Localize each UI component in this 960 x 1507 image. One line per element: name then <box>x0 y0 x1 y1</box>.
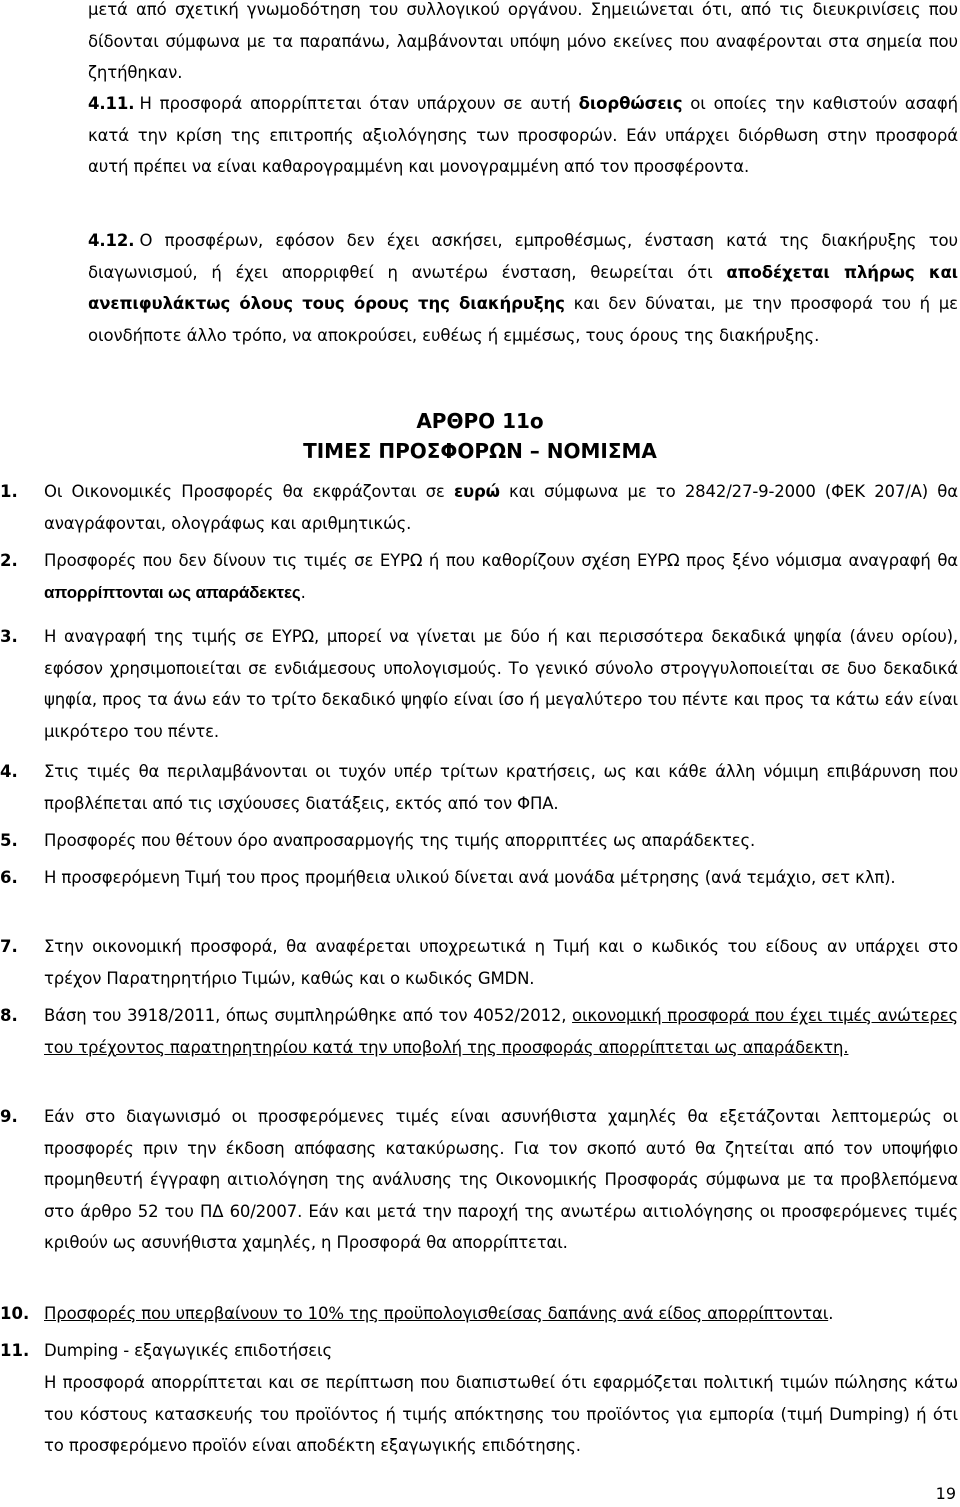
item-text: Προσφορές που υπερβαίνουν το 10% της προϋπολογισθείσας δαπάνης ανά είδος απορρίπτονται. <box>44 1304 834 1323</box>
item-number: 7. <box>0 937 18 956</box>
item-number: 8. <box>0 1006 18 1025</box>
paragraph-number: 4.12. <box>88 231 135 250</box>
item-number: 2. <box>0 551 18 570</box>
item-number: 5. <box>0 831 18 850</box>
bold-term: απορρίπτονται ως απαράδεκτες <box>44 582 301 602</box>
item-text: Η αναγραφή της τιμής σε ΕΥΡΩ, μπορεί να γίνεται με δύο ή και περισσότερα δεκαδικά ψηφία (άνευ ορίου), εφόσον χρησιμοποιείται σε ενδιάμεσους υπολογισμούς. Το γενικό σύνολο στρογγυλοποιείται σε δυο δεκαδικά ψηφία, προς τα άνω εάν το τρίτο δεκαδικό ψηφίο είναι ίσο ή μεγαλύτερο του πέντε και προς τα κάτω εάν είναι μικρότερο του πέντε. <box>44 627 958 741</box>
article-subtitle: ΤΙΜΕΣ ΠΡΟΣΦΟΡΩΝ – ΝΟΜΙΣΜΑ <box>303 439 657 463</box>
item-number: 11. <box>0 1341 30 1360</box>
bold-term: αποδέχεται πλήρως και ανεπιφυλάκτως όλους τους όρους της διακήρυξης <box>88 262 959 313</box>
item-number: 4. <box>0 762 18 781</box>
page-number: 19 <box>935 1484 956 1503</box>
underlined-text: οικονομική προσφορά που έχει τιμές ανώτερες του τρέχοντος παρατηρητηρίου κατά την υποβολή της προσφοράς απορρίπτεται ως απαράδεκτη. <box>44 1006 959 1057</box>
item-text: Στην οικονομική προσφορά, θα αναφέρεται υποχρεωτικά η Τιμή και ο κωδικός του είδους αν υπάρχει στο τρέχον Παρατηρητήριο Τιμών, καθώς και ο κωδικός GMDN. <box>44 937 958 988</box>
item-title: Dumping - εξαγωγικές επιδοτήσεις <box>44 1341 333 1360</box>
underlined-text: Προσφορές που υπερβαίνουν το 10% της προϋπολογισθείσας δαπάνης ανά είδος απορρίπτονται <box>44 1304 829 1323</box>
item-text: Στις τιμές θα περιλαμβάνονται οι τυχόν υπέρ τρίτων κρατήσεις, ως και κάθε άλλη νόμιμη επιβάρυνση που προβλέπεται από τις ισχύουσες διατάξεις, εκτός από τον ΦΠΑ. <box>44 762 958 813</box>
item-text: Η προσφορά απορρίπτεται και σε περίπτωση που διαπιστωθεί ότι εφαρμόζεται πολιτική τιμών πώλησης κάτω του κόστους κατασκευής του προϊόντος ή τιμής απόκτησης του προϊόντος για εμπορία (τιμή Dumping) ή ότι το προσφερόμενο προϊόν είναι αποδέκτη εξαγωγικής επιδότησης. <box>44 1373 958 1455</box>
item-text: Οι Οικονομικές Προσφορές θα εκφράζονται σε ευρώ και σύμφωνα με το 2842/27-9-2000 (ΦΕΚ 207/Α) θα αναγράφονται, ολογράφως και αριθμητικώς. <box>44 482 958 533</box>
item-number: 1. <box>0 482 18 501</box>
paragraph-4-12: 4.12. Ο προσφέρων, εφόσον δεν έχει ασκήσει, εμπροθέσμως, ένσταση κατά της διακήρυξης του διαγωνισμού, ή έχει απορριφθεί η ανωτέρω ένσταση, θεωρείται ότι αποδέχεται πλήρως και ανεπιφυλάκτως όλους τους όρους της διακήρυξης και δεν δύναται, με την προσφορά του ή με οιονδήποτε άλλο τρόπο, να αποκρούσει, ευθέως ή εμμέσως, τους όρους της διακήρυξης. <box>88 231 959 345</box>
item-number: 10. <box>0 1304 30 1323</box>
paragraph-4-11: 4.11. Η προσφορά απορρίπτεται όταν υπάρχουν σε αυτή διορθώσεις οι οποίες την καθιστούν ασαφή κατά την κρίση της επιτροπής αξιολόγησης των προσφορών. Εάν υπάρχει διόρθωση στην προσφορά αυτή πρέπει να είναι καθαρογραμμένη και μονογραμμένη από τον προσφέροντα. <box>88 94 958 176</box>
item-number: 6. <box>0 868 18 887</box>
item-number: 3. <box>0 627 18 646</box>
article-title: ΑΡΘΡΟ 11ο <box>416 409 544 433</box>
bold-term: ευρώ <box>453 482 500 501</box>
bold-term: διορθώσεις <box>578 94 683 113</box>
item-text: Εάν στο διαγωνισμό οι προσφερόμενες τιμές είναι ασυνήθιστα χαμηλές θα εξετάζονται λεπτομερώς οι προσφορές πριν την έκδοση απόφασης κατακύρωσης. Για τον σκοπό αυτό θα ζητείται από τον υποψήφιο προμηθευτή έγγραφη αιτιολόγηση της ανάλυσης της Οικονομικής Προσφοράς σύμφωνα με τα προβλεπόμενα στο άρθρο 52 του ΠΔ 60/2007. Εάν και μετά την παροχή της ανωτέρω αιτιολόγησης οι προσφερόμενες τιμές κριθούν ως ασυνήθιστα χαμηλές, η Προσφορά θα απορρίπτεται. <box>44 1107 958 1252</box>
item-number: 9. <box>0 1107 18 1126</box>
item-text: Βάση του 3918/2011, όπως συμπληρώθηκε από τον 4052/2012, οικονομική προσφορά που έχει τιμές ανώτερες του τρέχοντος παρατηρητηρίου κατά την υποβολή της προσφοράς απορρίπτεται ως απαράδεκτη. <box>44 1006 959 1057</box>
intro-continuation: μετά από σχετική γνωμοδότηση του συλλογικού οργάνου. Σημειώνεται ότι, από τις διευκρινίσεις που δίδονται σύμφωνα με τα παραπάνω, λαμβάνονται υπόψη μόνο εκείνες που αναφέρονται στα σημεία που ζητήθηκαν. <box>88 0 958 82</box>
paragraph-number: 4.11. <box>88 94 135 113</box>
item-text: Προσφορές που δεν δίνουν τις τιμές σε ΕΥΡΩ ή που καθορίζουν σχέση ΕΥΡΩ προς ξένο νόμισμα αναγραφή θα απορρίπτονται ως απαράδεκτες. <box>44 551 958 602</box>
article-heading <box>0 406 960 466</box>
item-text: Η προσφερόμενη Τιμή του προς προμήθεια υλικού δίνεται ανά μονάδα μέτρησης (ανά τεμάχιο, σετ κλπ). <box>44 868 896 887</box>
item-text: Προσφορές που θέτουν όρο αναπροσαρμογής της τιμής απορριπτέες ως απαράδεκτες. <box>44 831 756 850</box>
